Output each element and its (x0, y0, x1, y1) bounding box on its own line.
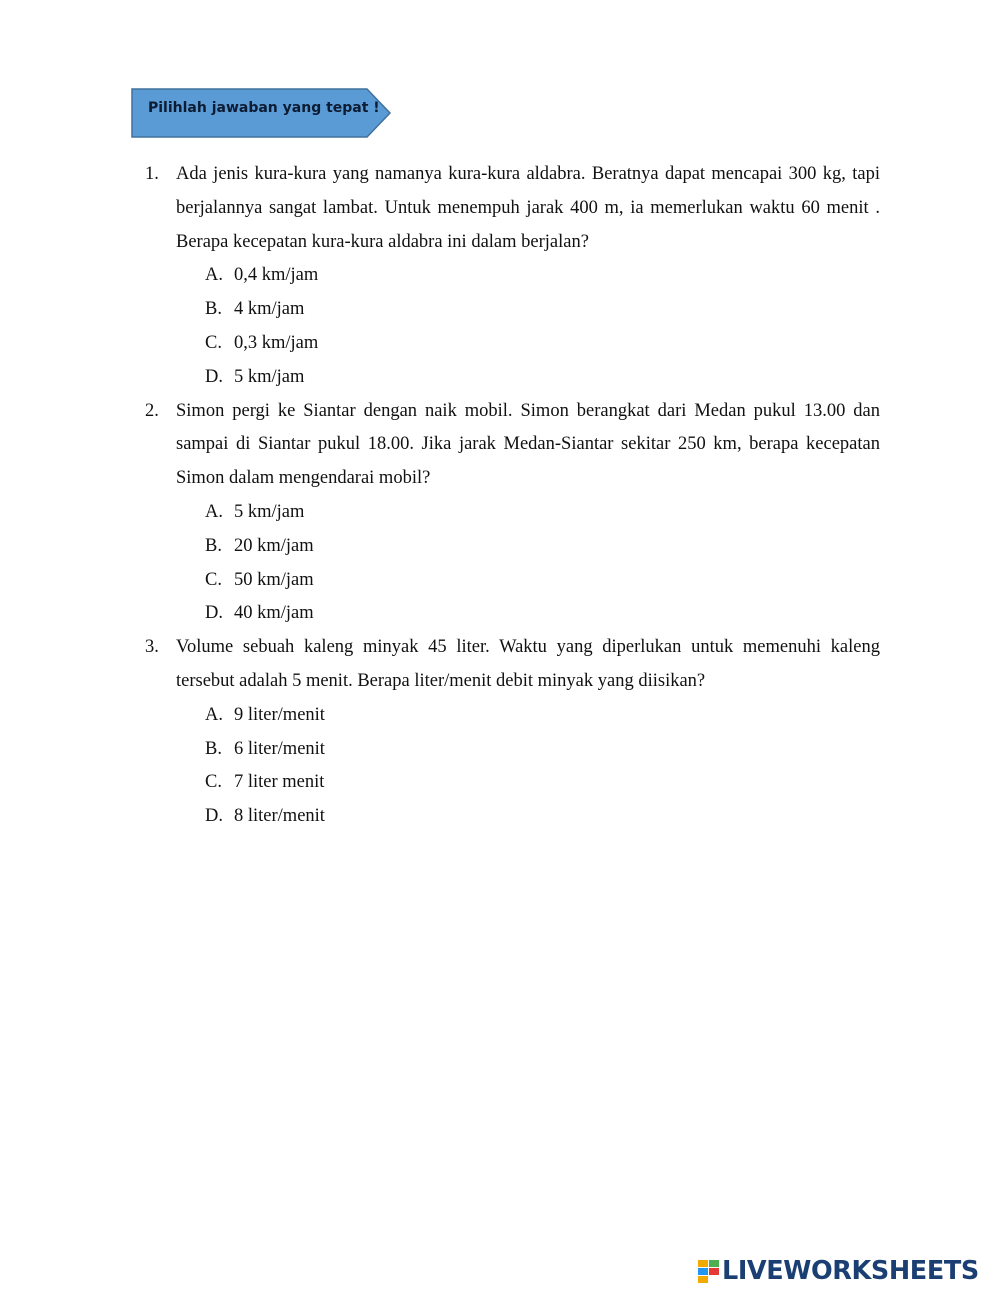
question-number: 1. (145, 164, 159, 184)
option-letter: B. (205, 299, 222, 320)
option-d[interactable] (205, 597, 880, 631)
option-c[interactable] (205, 564, 880, 598)
instruction-text: Pilihlah jawaban yang tepat ! (148, 100, 380, 116)
option-text: 0,3 km/jam (234, 332, 319, 353)
question-1 (145, 158, 880, 395)
option-b[interactable] (205, 733, 880, 767)
question-3 (145, 631, 880, 834)
option-d[interactable] (205, 800, 880, 834)
option-text: 5 km/jam (234, 501, 305, 522)
question-list (145, 158, 880, 834)
instruction-banner (131, 88, 391, 138)
option-text: 5 km/jam (234, 366, 305, 387)
option-text: 8 liter/menit (234, 806, 325, 827)
option-letter: A. (205, 704, 223, 725)
logo-block-v (698, 1268, 708, 1275)
option-text: 40 km/jam (234, 603, 314, 624)
option-text: 9 liter/menit (234, 704, 325, 725)
question-2 (145, 395, 880, 632)
option-letter: C. (205, 569, 222, 590)
option-c[interactable] (205, 327, 880, 361)
option-letter: D. (205, 806, 223, 827)
logo-block-extra (698, 1276, 708, 1283)
option-letter: C. (205, 772, 222, 793)
option-text: 50 km/jam (234, 569, 314, 590)
question-text: Simon pergi ke Siantar dengan naik mobil. Simon berangkat dari Medan pukul 13.00 dan sampai di Siantar pukul 18.00. Jika jarak Medan-Siantar sekitar 250 km, berapa kecepatan Simon dalam mengendarai mobil? (176, 400, 880, 489)
option-b[interactable] (205, 530, 880, 564)
logo-text: LIVEWORKSHEETS (722, 1256, 979, 1286)
option-text: 4 km/jam (234, 299, 305, 320)
option-a[interactable] (205, 699, 880, 733)
option-letter: B. (205, 738, 222, 759)
option-list (176, 259, 880, 394)
option-list (176, 496, 880, 631)
option-text: 7 liter menit (234, 772, 325, 793)
option-letter: C. (205, 332, 222, 353)
option-text: 20 km/jam (234, 535, 314, 556)
logo-block-e (709, 1268, 719, 1275)
option-a[interactable] (205, 259, 880, 293)
option-letter: A. (205, 501, 223, 522)
option-letter: B. (205, 535, 222, 556)
logo-block-i (709, 1260, 719, 1267)
question-text: Ada jenis kura-kura yang namanya kura-kura aldabra. Beratnya dapat mencapai 300 kg, tapi berjalannya sangat lambat. Untuk menempuh jarak 400 m, ia memerlukan waktu 60 menit . Berapa kecepatan kura-kura aldabra ini dalam berjalan? (176, 164, 880, 252)
option-text: 6 liter/menit (234, 738, 325, 759)
option-letter: A. (205, 265, 223, 286)
liveworksheets-logo (698, 1256, 994, 1286)
option-letter: D. (205, 366, 223, 387)
option-list (176, 699, 880, 834)
question-number: 3. (145, 637, 159, 658)
logo-block-l (698, 1260, 708, 1267)
question-number: 2. (145, 400, 159, 421)
option-text: 0,4 km/jam (234, 265, 319, 286)
option-letter: D. (205, 603, 223, 624)
option-c[interactable] (205, 766, 880, 800)
option-b[interactable] (205, 293, 880, 327)
question-text: Volume sebuah kaleng minyak 45 liter. Waktu yang diperlukan untuk memenuhi kaleng tersebut adalah 5 menit. Berapa liter/menit debit minyak yang diisikan? (176, 637, 880, 691)
logo-blocks-icon (698, 1260, 720, 1284)
option-d[interactable] (205, 361, 880, 395)
option-a[interactable] (205, 496, 880, 530)
